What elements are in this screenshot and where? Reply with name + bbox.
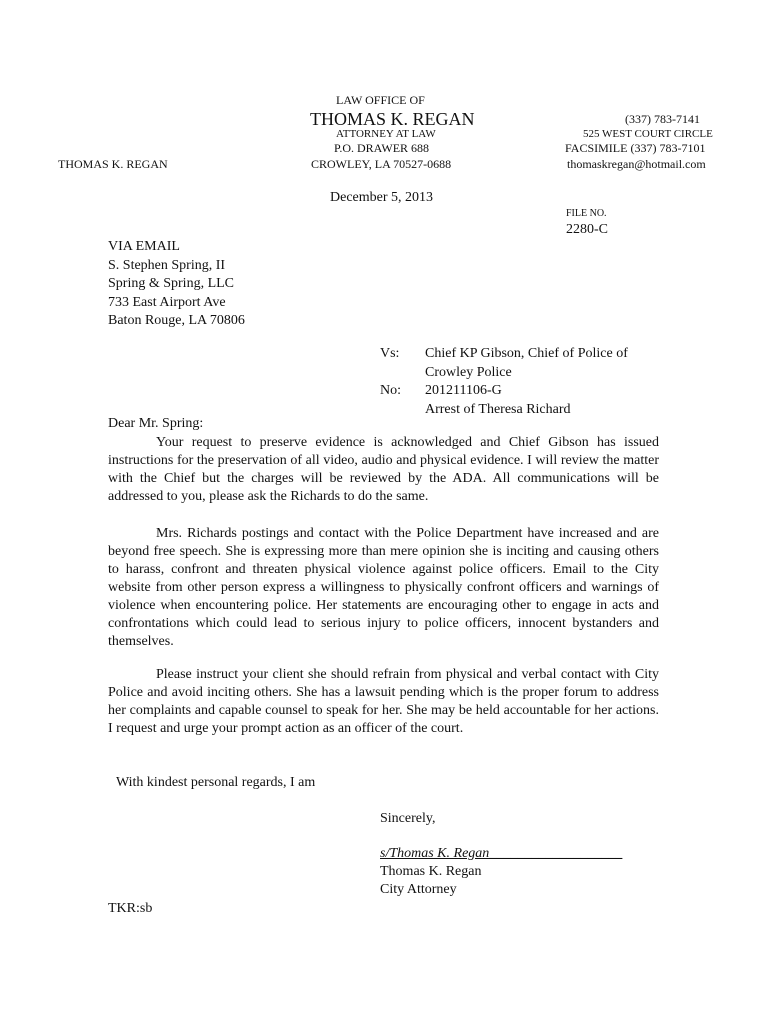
email-address: thomaskregan@hotmail.com [567, 157, 706, 171]
reference-values [425, 345, 628, 419]
street-address: 525 WEST COURT CIRCLE [583, 128, 713, 140]
recipient-firm: Spring & Spring, LLC [108, 276, 235, 291]
recipient-street: 733 East Airport Ave [108, 294, 226, 310]
city-state-zip: CROWLEY, LA 70527-0688 [311, 157, 452, 171]
no-label: No: [380, 383, 401, 398]
po-drawer: P.O. DRAWER 688 [334, 141, 430, 155]
letter-date: December 5, 2013 [330, 190, 434, 205]
file-no-label: FILE NO. [566, 208, 607, 219]
vs-label: Vs: [380, 346, 400, 361]
case-number: 201211106-G [425, 383, 502, 398]
attorney-at-law-label: ATTORNEY AT LAW [336, 128, 436, 140]
signer-title: City Attorney [380, 882, 457, 897]
case-description: Arrest of Theresa Richard [425, 401, 571, 417]
law-office-label: LAW OFFICE OF [336, 93, 425, 107]
closing-sincerely: Sincerely, [380, 811, 436, 826]
file-no-value: 2280-C [566, 222, 608, 237]
signature-text: s/Thomas K. Regan___________________ [380, 846, 623, 861]
vs-line-1: Chief KP Gibson, Chief of Police of [425, 346, 628, 361]
recipient-name: S. Stephen Spring, II [108, 257, 226, 273]
delivery-method: VIA EMAIL [108, 239, 180, 254]
regards-line: With kindest personal regards, I am [116, 775, 316, 790]
vs-line-2: Crowley Police [425, 364, 512, 380]
reference-labels [380, 345, 401, 401]
body-paragraph-3: Please instruct your client she should refrain from physical and verbal contact with City Police and avoid inciting others. She has a lawsuit pending which is the proper forum to address her complaints and capable counsel to speak for her. She may be held accountable for her actions. I request and urge your prompt action as an officer of the court. [108, 667, 659, 736]
firm-name: THOMAS K. REGAN [310, 109, 475, 129]
recipient-address [108, 238, 245, 331]
signature [380, 846, 622, 862]
phone-number: (337) 783-7141 [625, 112, 700, 126]
fax-number: FACSIMILE (337) 783-7101 [565, 141, 706, 155]
letterhead-left-name: THOMAS K. REGAN [58, 157, 168, 171]
signer-name: Thomas K. Regan [380, 864, 482, 879]
recipient-city: Baton Rouge, LA 70806 [108, 313, 245, 328]
salutation: Dear Mr. Spring: [108, 416, 204, 431]
body-paragraph-2: Mrs. Richards postings and contact with the Police Department have increased and are beyond free speech. She is expressing more than mere opinion she is inciting and causing others to harass, confront and threaten physical violence against police officers. Email to the City website from other person express a willingness to physically confront officers and warnings of violence when encountering police. Her statements are encouraging other to engage in acts and confrontations which could lead to serious injury to police officers, innocent bystanders and themselves. [108, 526, 659, 649]
body-paragraph-1: Your request to preserve evidence is acknowledged and Chief Gibson has issued instructions for the preservation of all video, audio and physical evidence. I will review the matter with the Chief but the charges will be reviewed by the ADA. All communications will be addressed to you, please ask the Richards to do the same. [108, 435, 659, 504]
typist-initials: TKR:sb [108, 901, 153, 916]
